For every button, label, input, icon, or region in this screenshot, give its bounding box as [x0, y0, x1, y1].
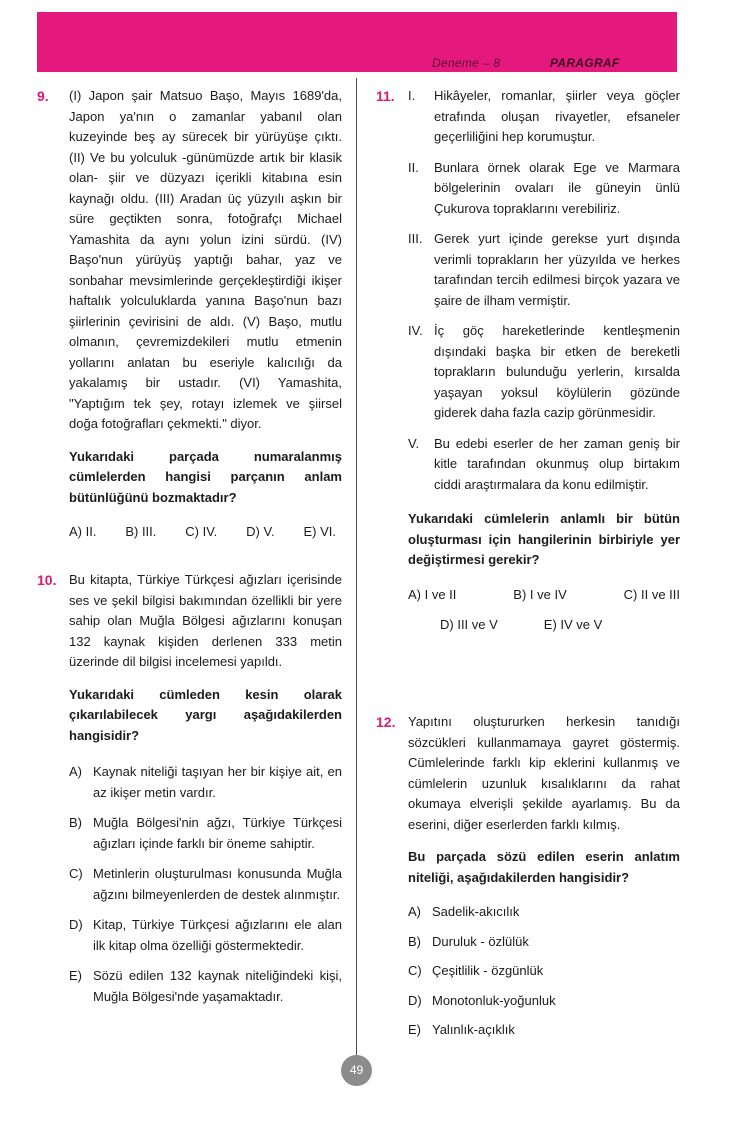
question-11 — [376, 86, 680, 636]
question-number: 11. — [376, 88, 395, 104]
answer-options — [69, 522, 342, 543]
option-c[interactable]: C) Çeşitlilik - özgünlük — [408, 963, 544, 978]
option-a[interactable]: A) I ve II — [408, 586, 457, 602]
answer-options — [69, 762, 342, 1007]
question-passage: Bu kitapta, Türkiye Türkçesi ağızları içerisinde ses ve şekil bilgisi bakımından özellikli bir yere sahip olan Muğla Bölgesi ağızlarını konuşan 132 kaynak kişiden derlenen 333 metin üzerinde dil bilgisi incelemesi yapıldı. — [69, 572, 342, 669]
option-a[interactable]: A) Sadelik-akıcılık — [408, 904, 520, 919]
option-b[interactable]: B) III. — [125, 524, 157, 539]
option-b[interactable]: B) I ve IV — [513, 586, 567, 602]
option-e[interactable]: E) Yalınlık-açıklık — [408, 1022, 515, 1037]
option-b[interactable]: B) Duruluk - özlülük — [408, 933, 529, 949]
question-number: 9. — [37, 88, 49, 104]
question-passage: Yapıtını oluştururken herkesin tanıdığı sözcükleri kullanmamaya gayret göstermiş. Cümlelerinde farklı kip eklerini kullanmış ve cümlelerin uzunluk kısalıklarını da rahat okumaya elverişli şekilde ayarlamış. Bu da eserini, diğer eserlerden farklı kılmış. — [408, 714, 680, 832]
statement-1: I. Hikâyeler, romanlar, şiirler veya göçler etrafında oluşan rivayetler, efsaneler geçerliliğini hep korumuştur. — [408, 88, 680, 144]
question-stem: Yukarıdaki parçada numaralanmış cümlelerden hangisi parçanın anlam bütünlüğünü bozmaktadır? — [69, 448, 342, 505]
page-number: 49 — [341, 1055, 372, 1086]
option-c[interactable]: C) II ve III — [623, 586, 680, 602]
question-stem: Bu parçada sözü edilen eserin anlatım niteliği, aşağıdakilerden hangisidir? — [408, 849, 680, 885]
statement-4: IV. İç göç hareketlerinde kentleşmenin dışındaki başka bir etken de bereketli toprakların bulunduğu yerlerin, kırsalda yaşayan yoksul köylülerin gözünde giderek daha fazla cazip görünmesidir. — [408, 323, 680, 420]
option-e[interactable]: E) IV ve V — [543, 617, 603, 632]
question-10 — [37, 570, 342, 1007]
option-e[interactable]: E) Sözü edilen 132 kaynak niteliğindeki kişi, Muğla Bölgesi'nde yaşamaktadır. — [69, 968, 342, 1004]
option-a[interactable]: A) Kaynak niteliği taşıyan her bir kişiye ait, en az ikişer metin vardır. — [69, 764, 342, 800]
option-b[interactable]: B) Muğla Bölgesi'nin ağzı, Türkiye Türkçesi ağızları içinde farklı bir öneme sahiptir. — [69, 815, 342, 851]
option-d[interactable]: D) V. — [246, 524, 275, 539]
option-a[interactable]: A) II. — [69, 524, 97, 539]
question-12 — [376, 712, 680, 1041]
question-passage: (I) Japon şair Matsuo Başo, Mayıs 1689'da, Japon ya'nın o zamanlar yabanıl olan kuzeyinde beş ay sürecek bir yürüyüşe çıktı. (II) Ve bu yolculuk -günümüzde artık bir klasik olan- şiir ve düzyazı içerikli kitabına esin kaynağı oldu. (III) Aradan üç yüzyılı aşkın bir süre geçtikten sonra, fotoğrafçı Michael Yamashita da aynı yolun izini sürdü. (IV) Başo'nun yürüyüş yaptığı bahar, yaz ve sonbahar mevsimlerinde gerçekleştirdiği ikişer haftalık yolculuklarda yanına Başo'nun bazı şiirlerinin çevirisini de aldı. (V) Başo, mutlu olmanın, çevremizdekileri mutlu etmenin yollarını anlatan bu eseriyle kalıcılığı da yakalamış bir ustadır. (VI) Yamashita, "Yaptığım tek şey, rotayı izlemek ve şiirsel doğa fotoğrafları çekmekti." diyor. — [69, 88, 342, 431]
statement-2: II. Bunlara örnek olarak Ege ve Marmara bölgelerinin ovaları ile güneyin ünlü Çukurova topraklarını verebiliriz. — [408, 159, 680, 216]
question-9 — [37, 86, 342, 543]
column-divider — [356, 78, 357, 1063]
exam-label: Deneme – 8 — [432, 56, 501, 70]
option-c[interactable]: C) IV. — [185, 524, 218, 539]
option-e[interactable]: E) VI. — [303, 524, 336, 539]
option-d[interactable]: D) Kitap, Türkiye Türkçesi ağızlarını ele alan ilk kitap olma özelliği göstermektedir. — [69, 917, 342, 953]
answer-options-row-2 — [408, 615, 680, 636]
question-number: 10. — [37, 572, 57, 588]
option-d[interactable]: D) Monotonluk-yoğunluk — [408, 992, 556, 1008]
section-label: PARAGRAF — [550, 56, 620, 70]
question-number: 12. — [376, 714, 396, 730]
answer-options — [408, 902, 680, 1041]
statement-3: III. Gerek yurt içinde gerekse yurt dışında verimli toprakların her yüzyılda ve herkes tarafından tercih edilmesi birçok yazara ve şaire de ilham vermiştir. — [408, 231, 680, 308]
question-stem: Yukarıdaki cümlelerin anlamlı bir bütün oluşturması için hangilerinin birbiriyle yer değiştirmesi gerekir? — [408, 511, 680, 567]
option-c[interactable]: C) Metinlerin oluşturulması konusunda Muğla ağzını bilmeyenlerden de destek alınmıştır. — [69, 866, 342, 902]
question-stem: Yukarıdaki cümleden kesin olarak çıkarılabilecek yargı aşağıdakilerden hangisidir? — [69, 686, 342, 743]
answer-options-row-1 — [408, 585, 680, 606]
statement-5: V. Bu edebi eserler de her zaman geniş bir kitle tarafından okunmuş olup birtakım ciddi araştırmalara da konu edilmiştir. — [408, 435, 680, 492]
option-d[interactable]: D) III ve V — [440, 617, 498, 632]
